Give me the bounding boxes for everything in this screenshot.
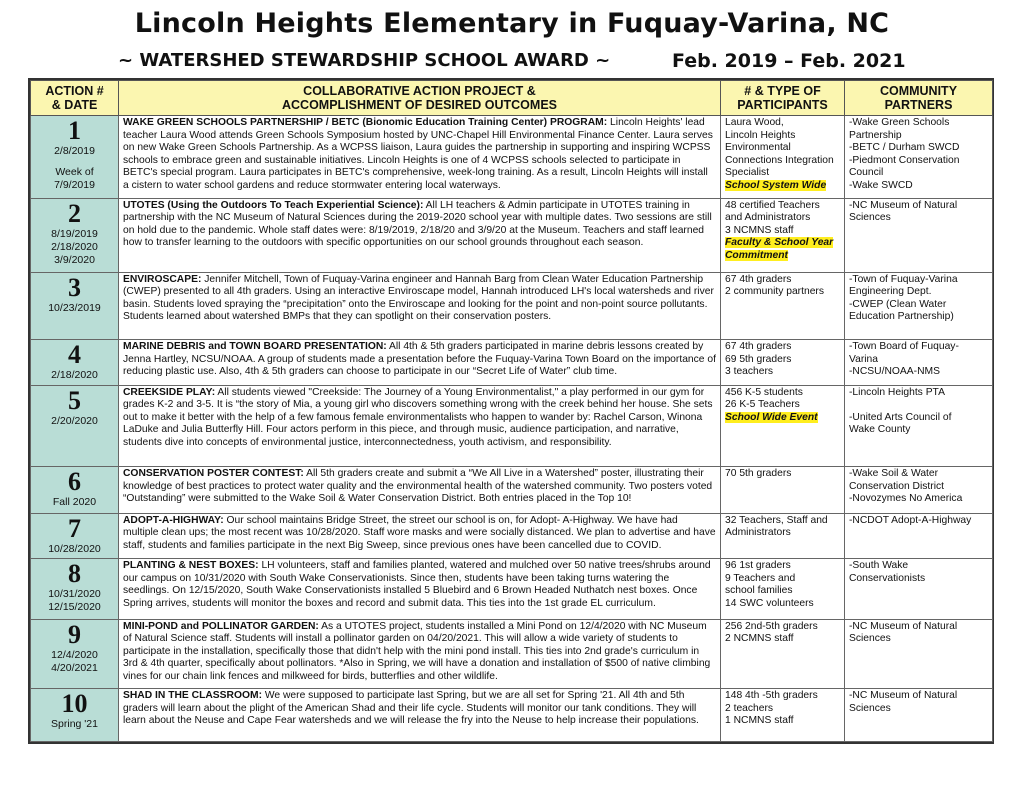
- action-date: 7/9/2019: [54, 179, 95, 191]
- participant-line: Environmental: [725, 142, 791, 153]
- participant-line: 3 NCMNS staff: [725, 224, 794, 236]
- participant-line: 3 teachers: [725, 366, 774, 378]
- header-project-line1: COLLABORATIVE ACTION PROJECT &: [303, 84, 536, 98]
- participant-line: Lincoln Heights: [725, 129, 796, 141]
- partner-line: Conservation District: [849, 480, 944, 492]
- project-title: SHAD IN THE CLASSROOM:: [123, 690, 263, 702]
- partner-line: Sciences: [849, 702, 891, 714]
- partner-line: -United Arts Council of: [849, 411, 952, 423]
- participant-line: 148 4th -5th graders: [725, 690, 818, 702]
- participant-line: 67 4th graders: [725, 341, 792, 353]
- header-project-line2: ACCOMPLISHMENT OF DESIRED OUTCOMES: [281, 98, 557, 112]
- participant-line: 14 SWC volunteers: [725, 597, 814, 609]
- action-date: 2/8/2019: [54, 145, 95, 157]
- award-subtitle: ~ WATERSHED STEWARDSHIP SCHOOL AWARD ~: [118, 50, 611, 71]
- award-table: [30, 80, 993, 742]
- project-cell: [119, 513, 721, 559]
- partner-line: -BETC / Durham SWCD: [849, 142, 960, 153]
- action-date: Fall 2020: [52, 496, 97, 509]
- partner-line: -CWEP (Clean Water: [849, 298, 947, 310]
- participant-line: 2 community partners: [725, 286, 825, 298]
- table-row: [31, 513, 993, 559]
- action-number: 3: [68, 272, 81, 302]
- partners-cell: [845, 116, 993, 199]
- partners-cell: [845, 385, 993, 466]
- header-partners-line2: PARTNERS: [884, 98, 953, 112]
- partners-cell: [845, 619, 993, 688]
- project-description: All 5th graders create and submit a “We All Live in a Watershed” poster, illustrating their knowledge of best practices to protect water quality and the environmental health of the watershed community. Two posters voted “Outstanding” were submitted to the Wake Soil & Water Conservation District. Both entries placed in the Top 10!: [123, 468, 713, 505]
- action-date: 10/31/2020: [48, 588, 101, 601]
- participant-line: 48 certified Teachers: [725, 199, 820, 211]
- action-date: 2/18/2020: [51, 240, 98, 253]
- action-number-cell: [31, 467, 119, 514]
- participant-line: 96 1st graders: [725, 560, 791, 572]
- action-date: 2/18/2020: [51, 369, 98, 382]
- action-number: 6: [68, 467, 81, 497]
- subtitle-row: [0, 50, 1024, 76]
- participants-cell: [721, 272, 845, 340]
- action-number-cell: [31, 513, 119, 559]
- participant-line: 2 NCMNS staff: [725, 633, 794, 645]
- action-number: 5: [68, 385, 81, 415]
- project-description: We were supposed to participate last Spring, but we are all set for Spring '21. All 4th and 5th graders will learn about the plight of the American Shad and their life cycle. Students will monitor our tank conditions. They will learn about the Neuse and Cape Fear watersheds and we will release the fry into the Neuse to help increase their populations.: [123, 690, 699, 727]
- participants-cell: [721, 340, 845, 386]
- project-title: MARINE DEBRIS and TOWN BOARD PRESENTATION:: [123, 341, 387, 353]
- project-description: All students viewed "Creekside: The Journey of a Young Environmentalist," a play performed in our gym for grades K-2 and 3-5. It is “the story of Mia, a young girl who discovers something wrong with the creek behind her house. She sets out to make it better with the help of a few famous female environmentalists who happen to wander by: Rachel Carson, Winona LaDuke and Julia Butterfly Hill. Four actors perform in this piece, and through music, audience participation, and narrative, students dive into concepts of environmental justice, interconnectedness, youth activism, and responsibility.: [123, 386, 713, 448]
- table-row: [31, 116, 993, 199]
- partner-line: Engineering Dept.: [849, 286, 932, 298]
- project-title: CREEKSIDE PLAY:: [123, 386, 216, 398]
- participant-line: 69 5th graders: [725, 353, 792, 365]
- project-description: Lincoln Heights' lead teacher Laura Wood attends Green Schools Symposium hosted by UNC-Chapel Hill Environmental Finance Center. Laura serves on new Wake Green Schools Partnership. As a WCPSS liaison, Laura guides the partnership in supporting and inspiring WCPSS schools to embrace green and sustainable initiatives. Lincoln Heights is one of 4 WCPSS schools selected to participate in BETC's special program. Laura participates in BETC's comprehensive, week-long training. As a result, Lincoln Heights will install a cistern to water school gardens and reduce stormwater entering local waterways.: [123, 117, 713, 191]
- table-row: [31, 198, 993, 272]
- partner-line: Sciences: [849, 212, 891, 224]
- project-title: CONSERVATION POSTER CONTEST:: [123, 468, 304, 480]
- partner-line: -Lincoln Heights PTA: [849, 386, 945, 398]
- header-action-line2: & DATE: [51, 98, 98, 112]
- partners-cell: [845, 689, 993, 742]
- project-cell: [119, 198, 721, 272]
- project-cell: [119, 385, 721, 466]
- action-number-cell: [31, 340, 119, 386]
- partner-line: Partnership: [849, 129, 902, 141]
- partner-line: Varina: [849, 353, 878, 365]
- header-participants-line2: PARTICIPANTS: [737, 98, 828, 112]
- partner-line: -Novozymes No America: [849, 493, 963, 505]
- participants-cell: [721, 619, 845, 688]
- partner-line: -South Wake: [849, 560, 909, 572]
- partner-line: -NC Museum of Natural: [849, 620, 958, 632]
- header-project: [119, 81, 721, 116]
- project-cell: [119, 619, 721, 688]
- participant-line: and Administrators: [725, 212, 811, 224]
- project-title: WAKE GREEN SCHOOLS PARTNERSHIP / BETC (Bionomic Education Training Center) PROGRAM:: [123, 117, 608, 128]
- action-number-cell: [31, 619, 119, 688]
- action-number: 10: [61, 689, 88, 719]
- partners-cell: [845, 272, 993, 340]
- participants-cell: [721, 116, 845, 199]
- table-row: [31, 272, 993, 340]
- action-number-cell: [31, 116, 119, 199]
- award-table-container: [28, 78, 994, 744]
- table-row: [31, 385, 993, 466]
- action-number: 9: [68, 619, 81, 649]
- partner-line: -Town of Fuquay-Varina: [849, 273, 958, 285]
- project-title: ADOPT-A-HIGHWAY:: [123, 514, 224, 526]
- project-title: PLANTING & NEST BOXES:: [123, 560, 259, 572]
- action-date: 12/4/2020: [51, 648, 98, 661]
- action-number-cell: [31, 689, 119, 742]
- participant-line: 256 2nd-5th graders: [725, 620, 818, 632]
- partner-line: -Town Board of Fuquay-: [849, 341, 959, 353]
- partner-line: -Wake Green Schools: [849, 117, 950, 128]
- table-row: [31, 689, 993, 742]
- project-title: MINI-POND and POLLINATOR GARDEN:: [123, 620, 319, 632]
- action-number-cell: [31, 385, 119, 466]
- partner-line: -Piedmont Conservation: [849, 154, 960, 166]
- page-title: Lincoln Heights Elementary in Fuquay-Varina, NC: [134, 8, 890, 39]
- action-number: 1: [68, 116, 81, 145]
- table-header-row: [31, 81, 993, 116]
- table-row: [31, 340, 993, 386]
- participant-line: 9 Teachers and: [725, 572, 796, 584]
- project-cell: [119, 467, 721, 514]
- partner-line: -NC Museum of Natural: [849, 199, 958, 211]
- participants-cell: [721, 198, 845, 272]
- partner-line: -NCSU/NOAA-NMS: [849, 366, 940, 378]
- participant-line: 2 teachers: [725, 702, 774, 714]
- action-date: 10/28/2020: [48, 542, 101, 555]
- action-date: Spring '21: [51, 718, 98, 731]
- action-number: 2: [68, 198, 81, 228]
- date-range: Feb. 2019 – Feb. 2021: [672, 50, 906, 72]
- partner-line: -Wake SWCD: [849, 179, 913, 191]
- partner-line: -NC Museum of Natural: [849, 690, 958, 702]
- project-cell: [119, 272, 721, 340]
- partner-line: Sciences: [849, 633, 891, 645]
- partners-cell: [845, 559, 993, 619]
- project-cell: [119, 340, 721, 386]
- project-description: As a UTOTES project, students installed a Mini Pond on 12/4/2020 with NC Museum of Natural Science staff. Students will install a pollinator garden on 04/20/2021. This will allow a wide variety of students to participate in the installation, specifically those that didn't help with the mini pond install. This ties into 2nd grade's curriculum in 3rd & 4th quarter, specifically about pollinators. *Also in Spring, we will have a donation and installation of $500 of native climbing vines for our chain link fences and milkweed for birds, butterflies and other wildlife.: [123, 620, 711, 682]
- project-description: Our school maintains Bridge Street, the street our school is on, for Adopt- A-Highway. We have had multiple clean ups; the most recent was 10/28/2020. Staff wore masks and were socially distanced. We plan to advertise and have staff, students and families participate in the next Big Sweep, since previous ones have been cancelled due to COVID.: [123, 514, 716, 551]
- partner-line: Council: [849, 167, 884, 178]
- participants-highlight: School Wide Event: [725, 411, 818, 423]
- partner-line: -NCDOT Adopt-A-Highway: [849, 514, 972, 526]
- header-participants: [721, 81, 845, 116]
- action-number-cell: [31, 272, 119, 340]
- participants-highlight: School System Wide: [725, 179, 827, 191]
- action-date: 4/20/2021: [51, 661, 98, 674]
- participants-cell: [721, 559, 845, 619]
- header-partners-line1: COMMUNITY: [879, 84, 958, 98]
- header-partners: [845, 81, 993, 116]
- project-description: All 4th & 5th graders participated in marine debris lessons created by Jenna Hartley, NCSU/NOAA. A group of students made a presentation before the Fuquay-Varina Town Board on the importance of reducing plastic use. Also, 4th & 5th graders can choose to participate in our “Secret Life of Water” club time.: [123, 341, 716, 378]
- table-body: [31, 116, 993, 742]
- header-action-date: [31, 81, 119, 116]
- partners-cell: [845, 467, 993, 514]
- partner-line: Wake County: [849, 424, 911, 436]
- participant-line: 70 5th graders: [725, 468, 792, 480]
- table-row: [31, 559, 993, 619]
- project-description: LH volunteers, staff and families planted, watered and mulched over 50 native trees/shrubs around our campus on 10/31/2020 with South Wake Conservationists. Since then, students have been taking turns watering the seedlings. On 12/15/2020, South Wake Conservationists installed 5 Bluebird and 6 Brown Headed Nuthatch nest boxes. Once Spring arrives, students will monitor the boxes and record and submit data. This ties into the 1st grade EL curriculum.: [123, 560, 711, 609]
- action-number: 8: [68, 559, 81, 589]
- participants-highlight: Faculty & School Year Commitment: [725, 237, 834, 261]
- participants-cell: [721, 513, 845, 559]
- participant-line: 32 Teachers, Staff and: [725, 514, 828, 526]
- project-description: All LH teachers & Admin participate in UTOTES training in partnership with the NC Museum of Natural Sciences during the 2019-2020 school year with multiple dates. Two sessions are still on hold due to the pandemic. Whole staff dates were: 8/19/2019, 2/18/20 and 3/9/20 at the Museum. Teachers and staff learned how to transfer learning to the outdoors with specific opportunities on our school grounds throughout each season.: [123, 199, 712, 249]
- action-date: 8/19/2019: [51, 227, 98, 240]
- action-number-cell: [31, 198, 119, 272]
- participants-cell: [721, 467, 845, 514]
- action-date: 3/9/2020: [54, 253, 95, 266]
- participants-cell: [721, 689, 845, 742]
- table-row: [31, 619, 993, 688]
- action-number: 4: [68, 340, 81, 370]
- header-action-line1: ACTION #: [45, 84, 104, 98]
- project-cell: [119, 689, 721, 742]
- participant-line: 26 K-5 Teachers: [725, 399, 800, 411]
- action-date: Week of: [55, 166, 94, 178]
- participant-line: 456 K-5 students: [725, 386, 803, 398]
- participants-cell: [721, 385, 845, 466]
- partner-line: Education Partnership): [849, 311, 954, 323]
- partners-cell: [845, 340, 993, 386]
- partner-line: -Wake Soil & Water: [849, 468, 939, 480]
- project-cell: [119, 559, 721, 619]
- participant-line: Laura Wood,: [725, 117, 784, 128]
- participant-line: 67 4th graders: [725, 273, 792, 285]
- project-title: ENVIROSCAPE:: [123, 273, 202, 285]
- partners-cell: [845, 513, 993, 559]
- participant-line: school families: [725, 585, 793, 597]
- participant-line: Specialist: [725, 167, 770, 178]
- action-date: 12/15/2020: [48, 601, 101, 614]
- table-row: [31, 467, 993, 514]
- partner-line: Conservationists: [849, 572, 926, 584]
- action-date: 10/23/2019: [48, 301, 101, 314]
- action-number-cell: [31, 559, 119, 619]
- action-date: 2/20/2020: [51, 414, 98, 427]
- participant-line: 1 NCMNS staff: [725, 715, 794, 727]
- participant-line: Connections Integration: [725, 154, 834, 166]
- partners-cell: [845, 198, 993, 272]
- participant-line: Administrators: [725, 527, 791, 539]
- header-participants-line1: # & TYPE OF: [744, 84, 821, 98]
- project-cell: [119, 116, 721, 199]
- partner-line: [849, 399, 988, 412]
- project-description: Jennifer Mitchell, Town of Fuquay-Varina engineer and Hannah Barg from Clean Water Education Partnership (CWEP) presented to all 4th graders. Using an interactive Enviroscape model, Hannah introduced LH's local watersheds and river basin. Students loved spraying the “precipitation” onto the Enviroscape and looking for the point and non-point source pollutants. Students learned about watershed BMPs that they can spotlight on their conservation posters.: [123, 273, 714, 323]
- project-title: UTOTES (Using the Outdoors To Teach Experiential Science):: [123, 199, 424, 211]
- action-number: 7: [68, 513, 81, 543]
